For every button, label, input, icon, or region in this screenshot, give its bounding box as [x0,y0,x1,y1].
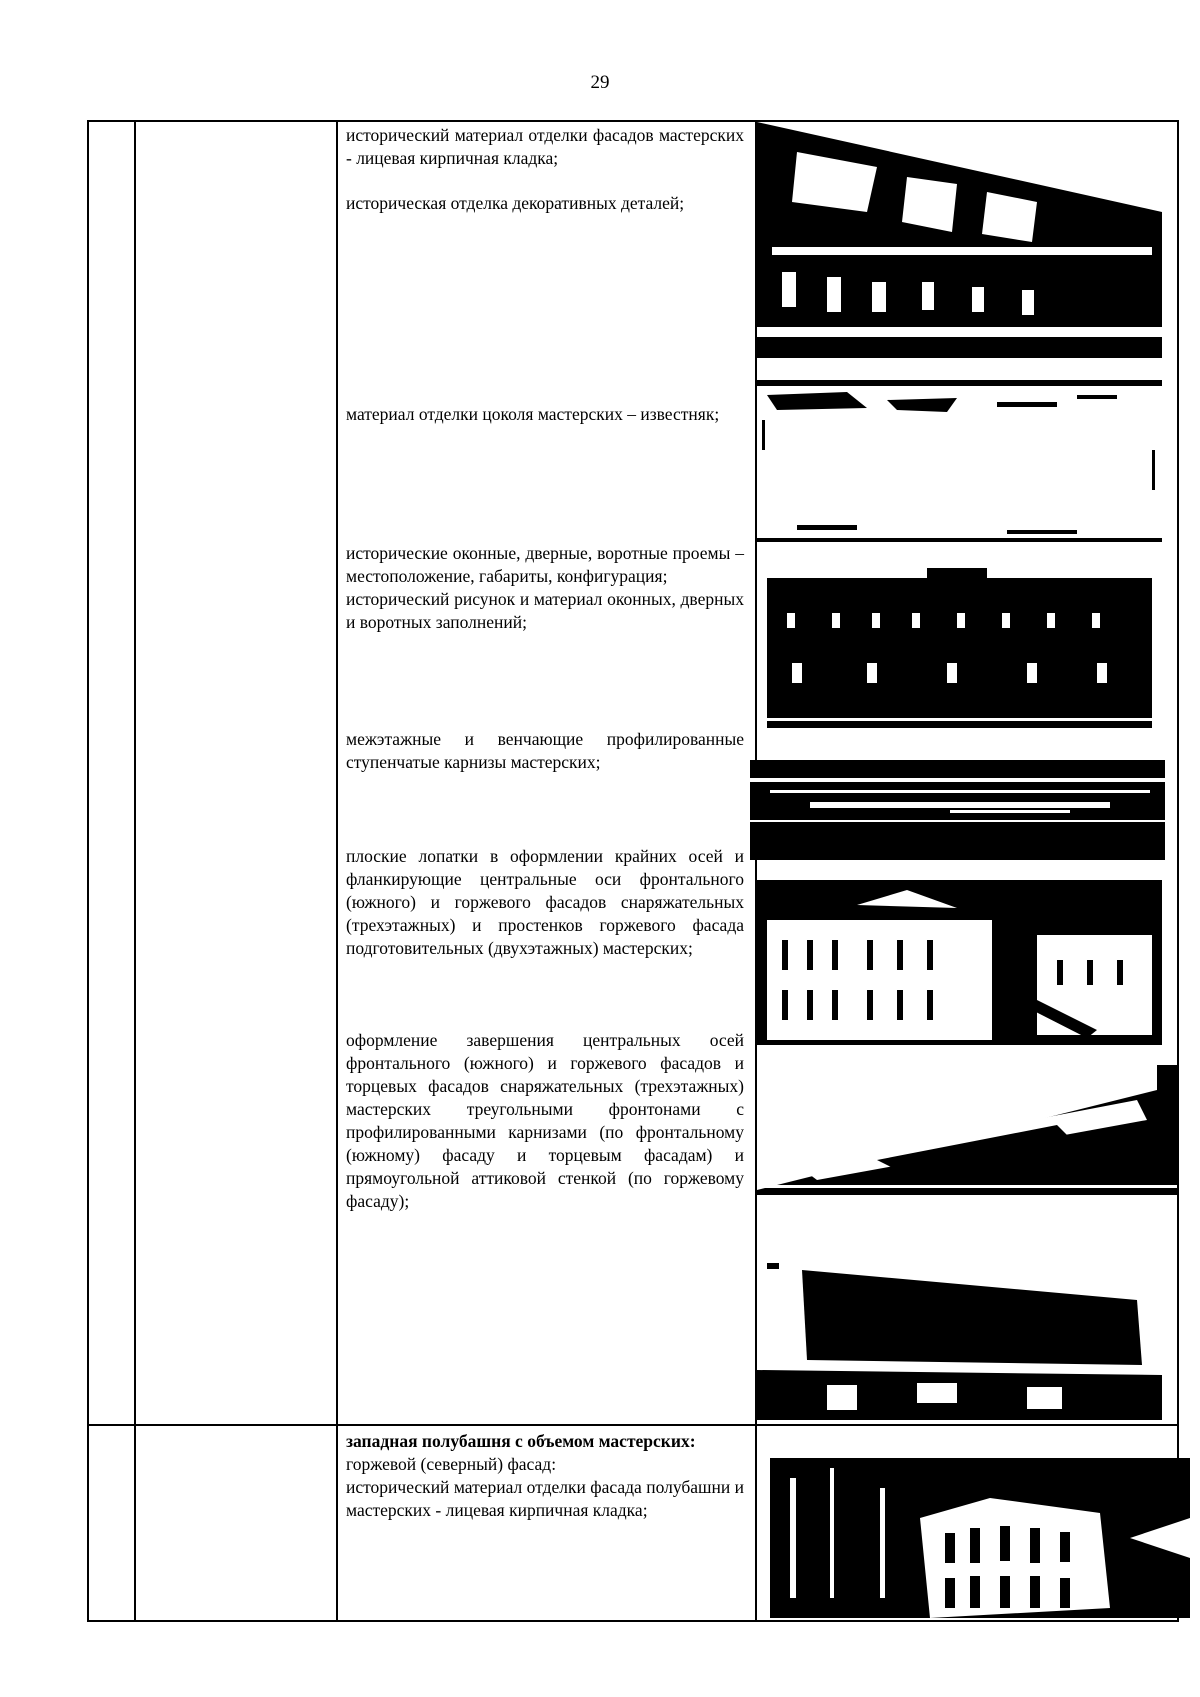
cell-text-item [346,1029,744,1213]
section-heading: западная полубашня с объемом мастерских: [346,1431,696,1451]
facade-openings-photo [757,568,1162,728]
attic-wall-photo [757,1255,1162,1420]
text-item: историческая отделка декоративных деталей; [346,193,685,213]
text-item: исторический материал отделки фасадов мастерских - лицевая кирпичная кладка; [346,125,744,168]
column-border-2 [134,120,136,1622]
text-item: плоские лопатки в оформлении крайних осей и фланкирующие центральные оси фронтального (южного) и горжевого фасадов снаряжательных (трехэтажных) и простенков горжевого фасада подготовительных (двухэтажных) мастерских; [346,846,744,958]
text-item: оформление завершения центральных осей фронтального (южного) и горжевого фасадов и торцевых фасадов снаряжательных (трехэтажных) мастерских треугольными фронтонами с профилированными карнизами (по фронтальному (южному) фасаду и торцевым фасадам) и прямоугольной аттиковой стенкой (по горжевому фасаду); [346,1030,744,1211]
page-number: 29 [590,72,610,93]
cell-text-item [346,542,744,634]
table-bottom-border [87,1620,1179,1622]
text-item: исторические оконные, дверные, воротные проемы –местоположение, габариты, конфигурация; [346,543,744,586]
cell-text-item [346,728,744,774]
cell-text-item [346,403,744,426]
cell-text-item [346,1430,744,1522]
column-border-1 [87,120,89,1622]
column-border-5 [1177,120,1179,1622]
plinth-photo [757,380,1162,545]
pilasters-photo [757,880,1162,1045]
column-border-3 [336,120,338,1622]
text-item: межэтажные и венчающие профилированные ступенчатые карнизы мастерских; [346,729,744,772]
text-item: исторический рисунок и материал оконных, дверных и воротных заполнений; [346,589,744,632]
row-divider [87,1424,1179,1426]
cell-text-item [346,845,744,960]
text-item: исторический материал отделки фасада полубашни и мастерских - лицевая кирпичная кладка; [346,1477,744,1520]
facade-photo [757,122,1162,358]
half-tower-photo [770,1458,1190,1618]
cornice-photo [750,760,1165,860]
cell-text-item [346,124,744,215]
text-item: материал отделки цоколя мастерских – известняк; [346,404,720,424]
text-item: горжевой (северный) фасад: [346,1454,557,1474]
pediment-photo [757,1065,1177,1195]
